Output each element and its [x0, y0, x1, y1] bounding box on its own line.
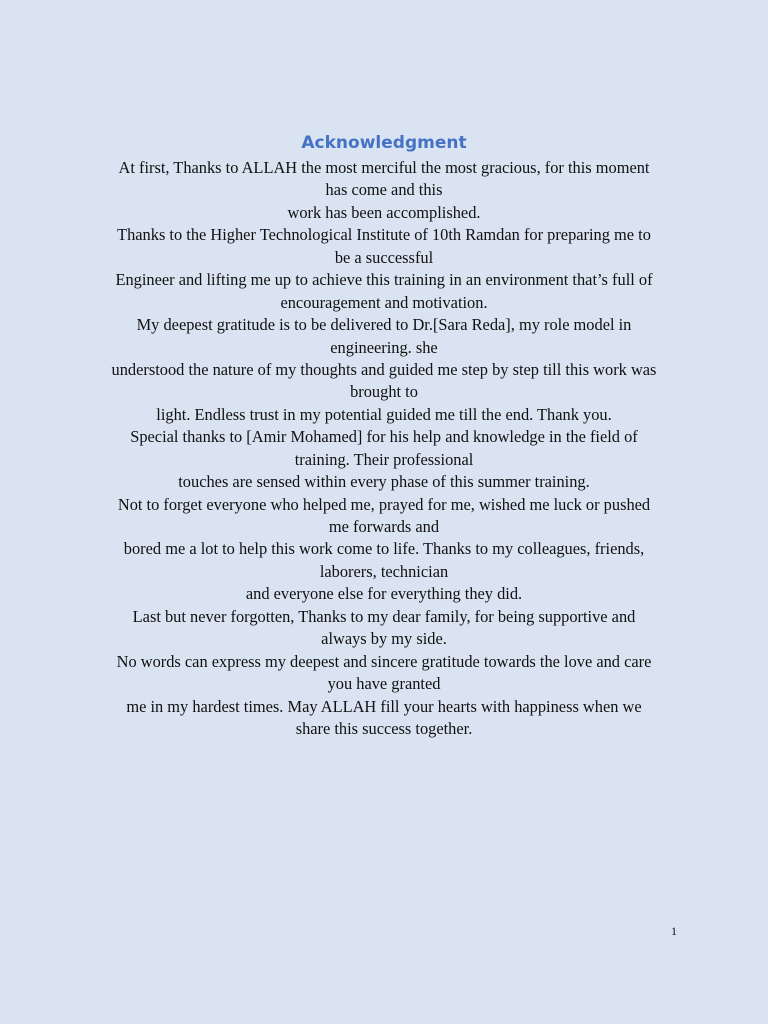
text-line: Engineer and lifting me up to achieve this training in an environment that’s full of [115, 270, 653, 290]
text-line: Thanks to the Higher Technological Institute of 10th Ramdan for preparing me to [117, 225, 651, 245]
text-line: brought to [350, 382, 418, 402]
text-line: has come and this [325, 180, 443, 200]
page-title: Acknowledgment [301, 133, 467, 153]
text-line: light. Endless trust in my potential guided me till the end. Thank you. [156, 404, 612, 424]
text-line: be a successful [334, 247, 434, 267]
text-line: encouragement and motivation. [280, 292, 488, 312]
text-line: understood the nature of my thoughts and guided me step by step till this work was [111, 359, 657, 379]
acknowledgment-body [76, 157, 692, 740]
text-line: engineering. she [330, 337, 438, 357]
text-line: me forwards and [328, 517, 440, 536]
text-line: At first, Thanks to ALLAH the most merciful the most gracious, for this moment [118, 158, 650, 177]
text-line: Special thanks to [Amir Mohamed] for his help and knowledge in the field of [130, 427, 638, 447]
text-line: work has been accomplished. [287, 202, 481, 222]
text-line: me in my hardest times. May ALLAH fill your hearts with happiness when we [126, 696, 642, 716]
text-line: Last but never forgotten, Thanks to my dear family, for being supportive and [132, 606, 636, 626]
text-line: share this success together. [295, 718, 473, 738]
text-line: Not to forget everyone who helped me, prayed for me, wished me luck or pushed [117, 494, 651, 514]
text-line: touches are sensed within every phase of this summer training. [178, 472, 590, 492]
text-line: always by my side. [321, 629, 447, 649]
text-line: My deepest gratitude is to be delivered to Dr.[Sara Reda], my role model in [136, 315, 632, 335]
text-line: and everyone else for everything they did. [245, 584, 523, 604]
page-number: 1 [671, 924, 677, 938]
text-line: laborers, technician [319, 561, 449, 581]
text-line: bored me a lot to help this work come to life. Thanks to my colleagues, friends, [123, 539, 645, 559]
text-line: you have granted [327, 674, 441, 694]
text-line: No words can express my deepest and sincere gratitude towards the love and care [116, 651, 652, 671]
text-line: training. Their professional [294, 449, 474, 469]
